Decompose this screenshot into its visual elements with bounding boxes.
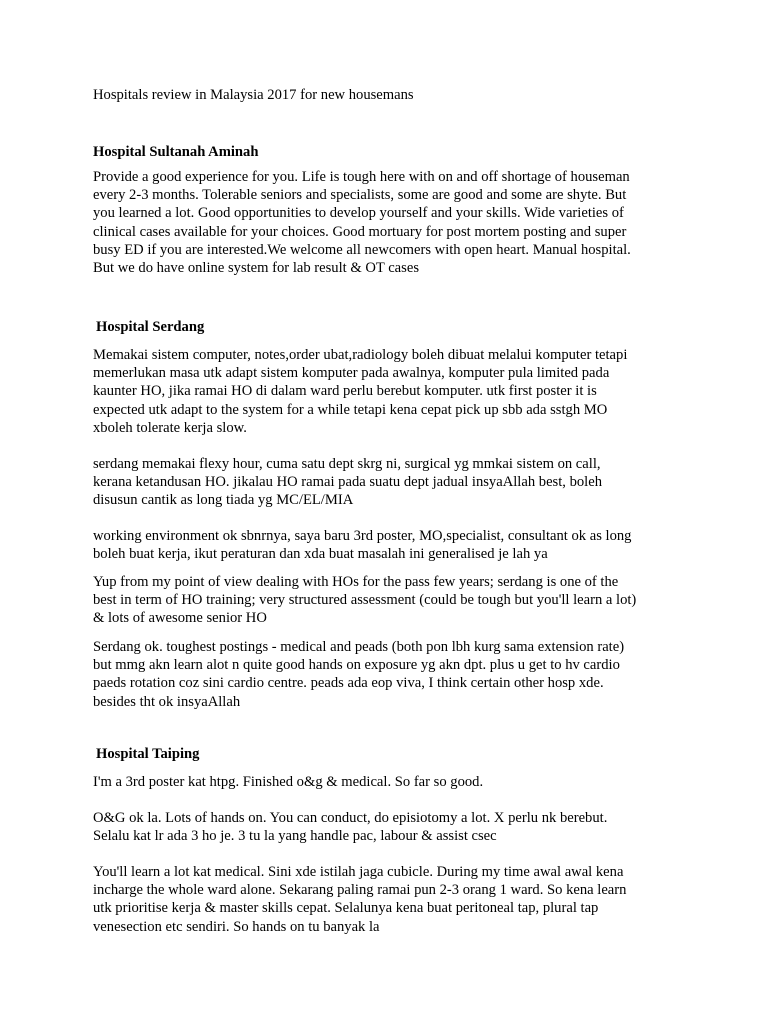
- section-heading-sultanah-aminah: Hospital Sultanah Aminah: [93, 144, 259, 160]
- text-line: you learned a lot. Good opportunities to develop yourself and your skills. Wide varieties of: [93, 205, 624, 222]
- text-line: memerlukan masa utk adapt sistem komputer pada awalnya, komputer pula limited pada: [93, 365, 610, 382]
- paragraph: [93, 455, 693, 510]
- text-line: paeds rotation coz sini cardio centre. peads ada eop viva, I think certain other hosp xde.: [93, 675, 604, 692]
- text-line: kerana ketandusan HO. jikalau HO ramai pada suatu dept jadual insyaAllah best, boleh: [93, 474, 602, 491]
- text-line: boleh buat kerja, ikut peraturan dan xda buat masalah ini generalised je lah ya: [93, 546, 548, 563]
- text-line: Serdang ok. toughest postings - medical and peads (both pon lbh kurg sama extension rate): [93, 639, 625, 655]
- text-line: O&G ok la. Lots of hands on. You can conduct, do episiotomy a lot. X perlu nk berebut.: [93, 810, 608, 826]
- text-line: busy ED if you are interested.We welcome all newcomers with open heart. Manual hospital.: [93, 241, 631, 258]
- paragraph: [93, 346, 693, 437]
- text-line: utk prioritise kerja & master skills cepat. Selalunya kena buat peritoneal tap, plural tap: [93, 900, 599, 917]
- text-line: Memakai sistem computer, notes,order ubat,radiology boleh dibuat melalui komputer tetapi: [93, 347, 628, 363]
- text-line: kaunter HO, jika ramai HO di dalam ward perlu berebut komputer. utk first poster it is: [93, 383, 597, 400]
- text-line: working environment ok sbnrnya, saya baru 3rd poster, MO,specialist, consultant ok as long: [93, 528, 632, 544]
- text-line: Yup from my point of view dealing with HOs for the pass few years; serdang is one of the: [93, 574, 619, 590]
- text-line: clinical cases available for your choices. Good mortuary for post mortem posting and super: [93, 223, 627, 240]
- text-line: besides tht ok insyaAllah: [93, 693, 241, 710]
- text-line: serdang memakai flexy hour, cuma satu dept skrg ni, surgical yg mmkai sistem on call,: [93, 456, 601, 472]
- section-heading-taiping: Hospital Taiping: [96, 746, 200, 762]
- document-title: Hospitals review in Malaysia 2017 for new housemans: [93, 87, 414, 103]
- text-line: & lots of awesome senior HO: [93, 610, 267, 627]
- text-line: expected utk adapt to the system for a while tetapi kena cepat pick up sbb ada sstgh MO: [93, 401, 608, 418]
- text-line: Provide a good experience for you. Life is tough here with on and off shortage of houseman: [93, 169, 630, 185]
- text-line: I'm a 3rd poster kat htpg. Finished o&g & medical. So far so good.: [93, 774, 484, 790]
- section-heading-serdang: Hospital Serdang: [96, 319, 205, 335]
- text-line: incharge the whole ward alone. Sekarang paling ramai pun 2-3 orang 1 ward. So kena learn: [93, 882, 627, 899]
- text-line: Selalu kat lr ada 3 ho je. 3 tu la yang handle pac, labour & assist csec: [93, 828, 497, 845]
- text-line: disusun cantik as long tiada yg MC/EL/MIA: [93, 492, 354, 509]
- text-line: every 2-3 months. Tolerable seniors and specialists, some are good and some are shyte. But: [93, 187, 627, 204]
- paragraph: [93, 773, 693, 791]
- paragraph: [93, 168, 693, 277]
- paragraph: [93, 638, 693, 711]
- text-line: venesection etc sendiri. So hands on tu banyak la: [93, 918, 380, 935]
- paragraph: [93, 809, 693, 845]
- paragraph: [93, 527, 693, 563]
- text-line: But we do have online system for lab result & OT cases: [93, 260, 419, 277]
- text-line: but mmg akn learn alot n quite good hands on exposure yg akn dpt. plus u get to hv cardio: [93, 657, 620, 674]
- text-line: xboleh tolerate kerja slow.: [93, 419, 247, 436]
- text-line: You'll learn a lot kat medical. Sini xde istilah jaga cubicle. During my time awal awal kena: [93, 864, 624, 880]
- text-line: best in term of HO training; very structured assessment (could be tough but you'll learn a lot): [93, 592, 637, 609]
- paragraph: [93, 863, 693, 936]
- paragraph: [93, 573, 693, 628]
